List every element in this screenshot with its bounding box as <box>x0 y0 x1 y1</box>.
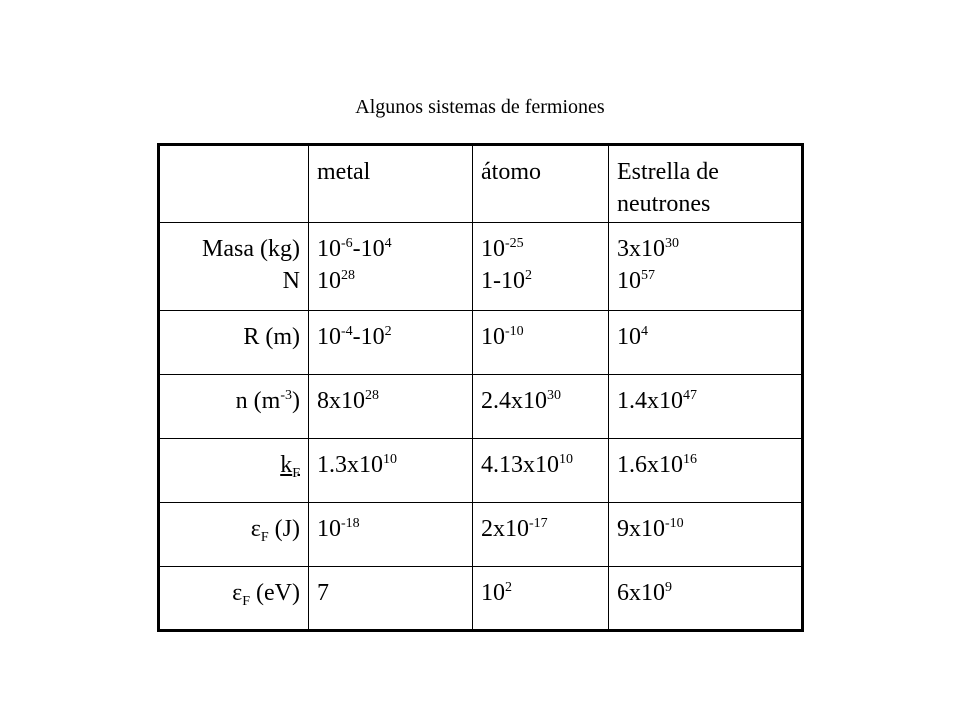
row-label-ef-ev: $\varepsilon_F$ (eV) <box>159 567 309 631</box>
cell-atomo-density: $2.4x10^{30}$ <box>473 375 609 439</box>
table-row-density <box>159 375 803 439</box>
value-metal-mass: $10^{-6}-10^4$ <box>317 236 392 262</box>
table-row-fermi-energy-ev <box>159 567 803 631</box>
value-atomo-n: $1-10^2$ <box>481 268 532 294</box>
value-estrella-n: $10^{57}$ <box>617 268 655 294</box>
value-atomo-mass: $10^{-25}$ <box>481 236 524 262</box>
caption-text: Algunos sistemas de fermiones <box>355 96 605 118</box>
value-metal-n: $10^{28}$ <box>317 268 355 294</box>
cell-metal-radius: $10^{-4}-10^2$ <box>309 311 473 375</box>
cell-estrella-density: $1.4x10^{47}$ <box>609 375 803 439</box>
cell-estrella-kf: $1.6x10^{16}$ <box>609 439 803 503</box>
table-header-row <box>159 145 803 223</box>
row-label-density: n $(m^{-3})$ <box>159 375 309 439</box>
cell-metal-ef-ev: 7 <box>309 567 473 631</box>
label-n: N <box>282 268 300 294</box>
cell-metal-mass <box>309 223 473 311</box>
cell-atomo-radius: $10^{-10}$ <box>473 311 609 375</box>
row-label-kf: $k_F$ <box>159 439 309 503</box>
cell-metal-ef-j: $10^{-18}$ <box>309 503 473 567</box>
header-cell-empty <box>159 145 309 223</box>
row-label-radius: R (m) <box>159 311 309 375</box>
table-row-mass <box>159 223 803 311</box>
value-estrella-mass: $3x10^{30}$ <box>617 236 679 262</box>
cell-estrella-ef-j: $9x10^{-10}$ <box>609 503 803 567</box>
table-row-fermi-wavevector <box>159 439 803 503</box>
row-label-mass <box>159 223 309 311</box>
header-cell-estrella: Estrella de neutrones <box>609 145 803 223</box>
row-label-ef-j: $\varepsilon_F$ (J) <box>159 503 309 567</box>
cell-metal-density: $8x10^{28}$ <box>309 375 473 439</box>
table-row-fermi-energy-j <box>159 503 803 567</box>
cell-metal-kf: $1.3x10^{10}$ <box>309 439 473 503</box>
cell-estrella-ef-ev: $6x10^9$ <box>609 567 803 631</box>
fermion-systems-table <box>157 143 804 632</box>
cell-estrella-mass <box>609 223 803 311</box>
header-cell-atomo: átomo <box>473 145 609 223</box>
cell-atomo-kf: $4.13x10^{10}$ <box>473 439 609 503</box>
header-cell-metal: metal <box>309 145 473 223</box>
table-caption <box>0 96 960 119</box>
cell-atomo-ef-ev: $10^2$ <box>473 567 609 631</box>
label-mass-kg: Masa (kg) <box>202 236 300 262</box>
cell-atomo-mass <box>473 223 609 311</box>
cell-estrella-radius: $10^4$ <box>609 311 803 375</box>
table-row-radius <box>159 311 803 375</box>
cell-atomo-ef-j: $2x10^{-17}$ <box>473 503 609 567</box>
